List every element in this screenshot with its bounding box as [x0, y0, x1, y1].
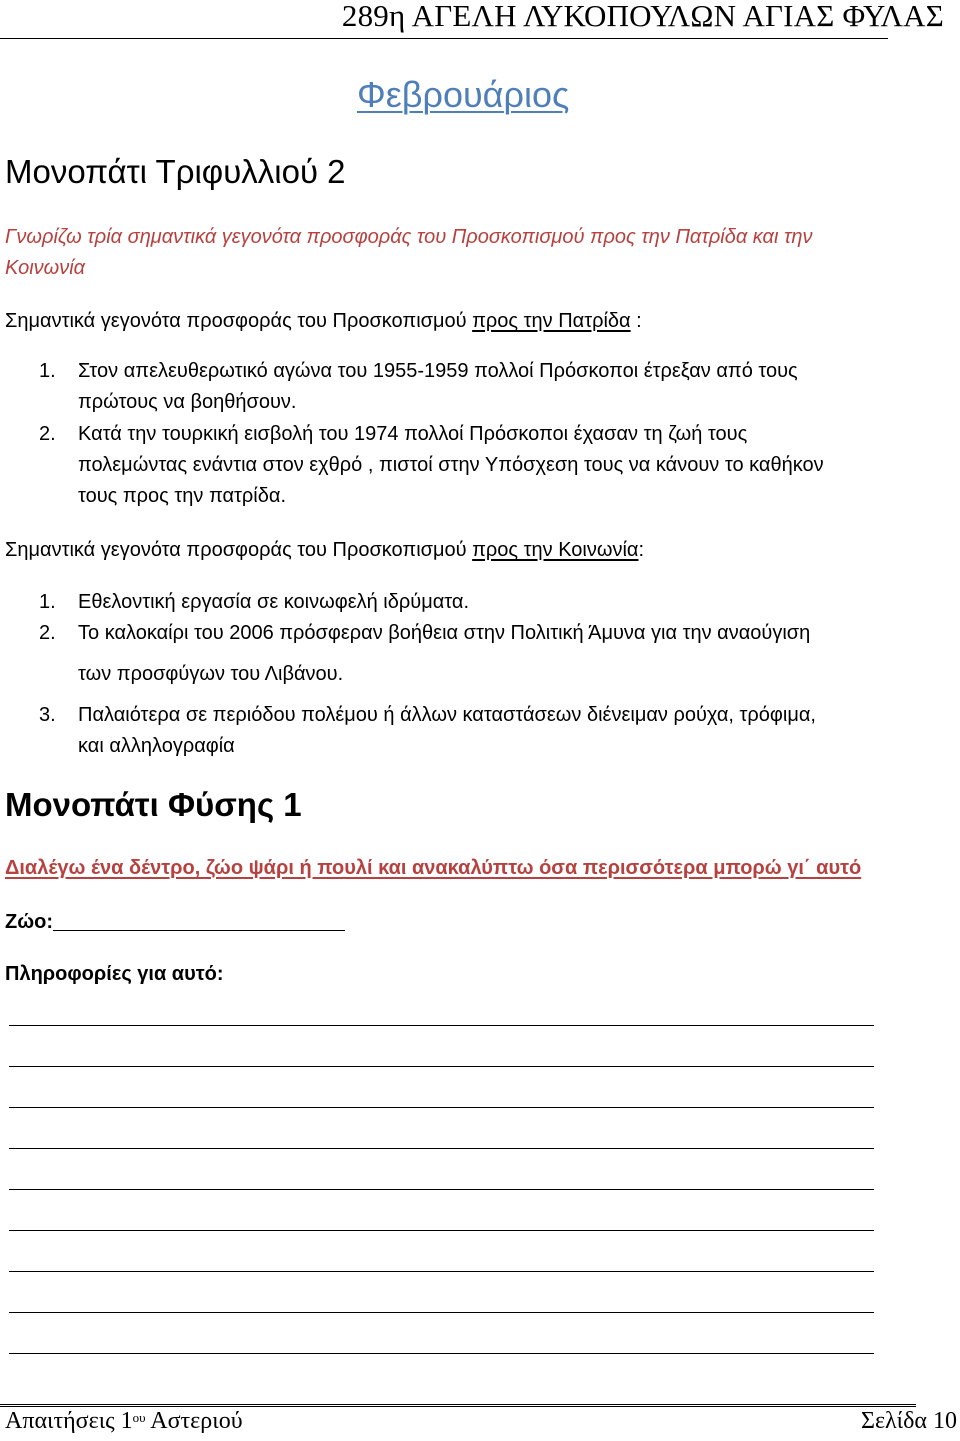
writing-line[interactable]	[9, 1066, 874, 1067]
animal-label: Ζώο:	[5, 911, 53, 933]
list-item-line: Στον απελευθερωτικό αγώνα του 1955-1959 πολλοί Πρόσκοποι έτρεξαν από τους	[78, 360, 798, 382]
list-number: 2.	[39, 423, 56, 445]
list-number: 3.	[39, 704, 56, 726]
writing-line[interactable]	[9, 1271, 874, 1272]
writing-line[interactable]	[9, 1107, 874, 1108]
list-item-line: Κατά την τουρκική εισβολή του 1974 πολλοί Πρόσκοποι έχασαν τη ζωή τους	[78, 423, 748, 445]
list-item-line: Εθελοντική εργασία σε κοινωφελή ιδρύματα.	[78, 591, 470, 613]
writing-line[interactable]	[9, 1148, 874, 1149]
writing-line[interactable]	[9, 1025, 874, 1026]
list-number: 1.	[39, 360, 56, 382]
list-number: 2.	[39, 622, 56, 644]
header-divider	[0, 38, 888, 39]
section-title-trefoil: Μονοπάτι Τριφυλλιού 2	[5, 153, 346, 190]
homeland-intro	[5, 306, 642, 337]
list-item-line: πρώτους να βοηθήσουν.	[78, 391, 297, 413]
list-item-line: Παλαιότερα σε περιόδου πολέμου ή άλλων καταστάσεων διένειμαν ρούχα, τρόφιμα,	[78, 704, 816, 726]
footer-left-suffix: Αστεριού	[145, 1408, 243, 1434]
section-title-nature: Μονοπάτι Φύσης 1	[5, 786, 302, 823]
footer-left-prefix: Απαιτήσεις 1	[5, 1408, 133, 1434]
info-label: Πληροφορίες για αυτό:	[5, 963, 224, 985]
list-item-line: και αλληλογραφία	[78, 735, 235, 757]
society-intro	[5, 535, 644, 566]
writing-line[interactable]	[9, 1189, 874, 1190]
animal-answer-line[interactable]	[53, 930, 345, 931]
trefoil-goal-line-1: Γνωρίζω τρία σημαντικά γεγονότα προσφοράς του Προσκοπισμού προς την Πατρίδα και την	[5, 226, 813, 248]
writing-line[interactable]	[9, 1230, 874, 1231]
writing-line[interactable]	[9, 1353, 874, 1354]
society-suffix: :	[638, 539, 645, 561]
list-item-line: πολεμώντας ενάντια στον εχθρό , πιστοί στην Υπόσχεση τους να κάνουν το καθήκον	[78, 454, 824, 476]
society-link: προς την Κοινωνία	[472, 539, 639, 561]
homeland-intro-text: Σημαντικά γεγονότα προσφοράς του Προσκοπισμού	[5, 310, 473, 332]
list-item-line: τους προς την πατρίδα.	[78, 485, 286, 507]
list-item-line: των προσφύγων του Λιβάνου.	[78, 663, 344, 685]
page-number: Σελίδα 10	[860, 1408, 957, 1434]
homeland-suffix: :	[630, 310, 642, 332]
month-title: Φεβρουάριος	[357, 74, 570, 115]
list-number: 1.	[39, 591, 56, 613]
writing-line[interactable]	[9, 1312, 874, 1313]
trefoil-goal-line-2: Κοινωνία	[5, 257, 86, 279]
nature-goal: Διαλέγω ένα δέντρο, ζώο ψάρι ή πουλί και ανακαλύπτω όσα περισσότερα μπορώ γι΄ αυτό	[5, 857, 862, 879]
list-item-line: Το καλοκαίρι του 2006 πρόσφεραν βοήθεια στην Πολιτική Άμυνα για την αναούγιση	[78, 622, 811, 644]
footer-left	[5, 1408, 243, 1435]
homeland-link: προς την Πατρίδα	[472, 310, 631, 332]
footer-left-sup: ου	[132, 1410, 146, 1425]
header-title: 289η ΑΓΕΛΗ ΛΥΚΟΠΟΥΛΩΝ ΑΓΙΑΣ ΦΥΛΑΣ	[341, 0, 944, 33]
society-intro-text: Σημαντικά γεγονότα προσφοράς του Προσκοπισμού	[5, 539, 473, 561]
